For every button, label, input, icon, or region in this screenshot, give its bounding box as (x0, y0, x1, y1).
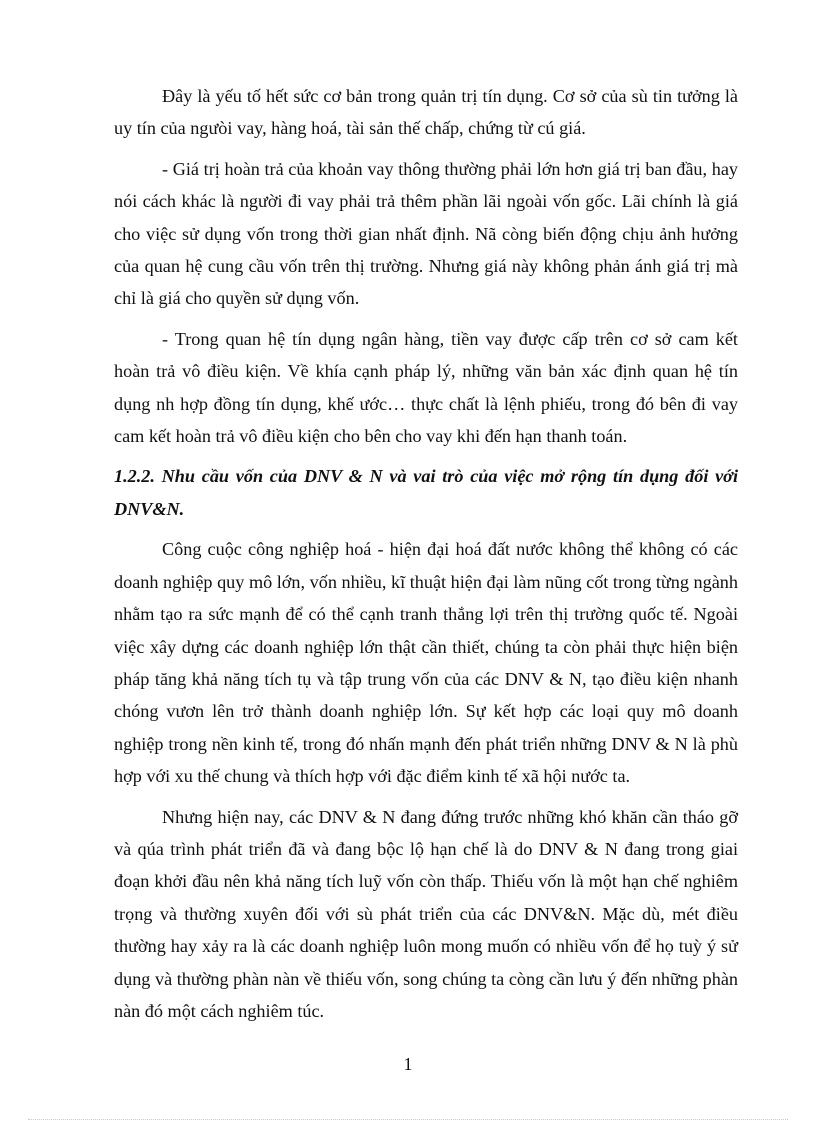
paragraph: Công cuộc công nghiệp hoá - hiện đại hoá đất nước không thể không có các doanh nghiệp quy mô lớn, vốn nhiều, kĩ thuật hiện đại làm nũng cốt trong từng ngành nhằm tạo ra sức mạnh để có thể cạnh tranh thắng lợi trên thị trường quốc tế. Ngoài việc xây dựng các doanh nghiệp lớn thật cần thiết, chúng ta còn phải thực hiện biện pháp tăng khả năng tích tụ và tập trung vốn của các DNV & N, tạo điều kiện nhanh chóng vươn lên trở thành doanh nghiệp lớn. Sự kết hợp các loại quy mô doanh nghiệp trong nền kinh tế, trong đó nhấn mạnh đến phát triển những DNV & N là phù hợp với xu thế chung và thích hợp với đặc điểm kinh tế xã hội nước ta. (114, 539, 738, 787)
paragraph: - Trong quan hệ tín dụng ngân hàng, tiền vay được cấp trên cơ sở cam kết hoàn trả vô điều kiện. Về khía cạnh pháp lý, những văn bản xác định quan hệ tín dụng nh hợp đồng tín dụng, khế ước… thực chất là lệnh phiếu, trong đó bên đi vay cam kết hoàn trả vô điều kiện cho bên cho vay khi đến hạn thanh toán. (114, 328, 738, 447)
footer-divider (28, 1119, 788, 1120)
section-heading: 1.2.2. Nhu cầu vốn của DNV & N và vai trò của việc mở rộng tín dụng đối với DNV&N. (114, 466, 738, 519)
paragraph: - Giá trị hoàn trả của khoản vay thông thường phải lớn hơn giá trị ban đầu, hay nói cách khác là người đi vay phải trả thêm phần lãi ngoài vốn gốc. Lãi chính là giá cho việc sử dụng vốn trong thời gian nhất định. Nã còng biến động chịu ảnh hưởng của quan hệ cung cầu vốn trên thị trường. Nhưng giá này không phản ánh giá trị mà chỉ là giá cho quyền sử dụng vốn. (114, 158, 738, 309)
paragraph: Đây là yếu tố hết sức cơ bản trong quản trị tín dụng. Cơ sở của sù tin tưởng là uy tín của ngưòi vay, hàng hoá, tài sản thế chấp, chứng từ cú giá. (114, 86, 738, 139)
page-number: 1 (403, 1054, 413, 1074)
document-body (114, 80, 738, 1035)
paragraph: Nhưng hiện nay, các DNV & N đang đứng trước những khó khăn cần tháo gỡ và qúa trình phát triển đã và đang bộc lộ hạn chế là do DNV & N đang trong giai đoạn khởi đầu nên khả năng tích luỹ vốn còn thấp. Thiếu vốn là một hạn chế nghiêm trọng và thường xuyên đối với sù phát triển của các DNV&N. Mặc dù, mét điều thường hay xảy ra là các doanh nghiệp luôn mong muốn có nhiều vốn để họ tuỳ ý sử dụng và thường phàn nàn về thiếu vốn, song chúng ta còng cần lưu ý đến những phàn nàn đó một cách nghiêm túc. (114, 806, 738, 1021)
